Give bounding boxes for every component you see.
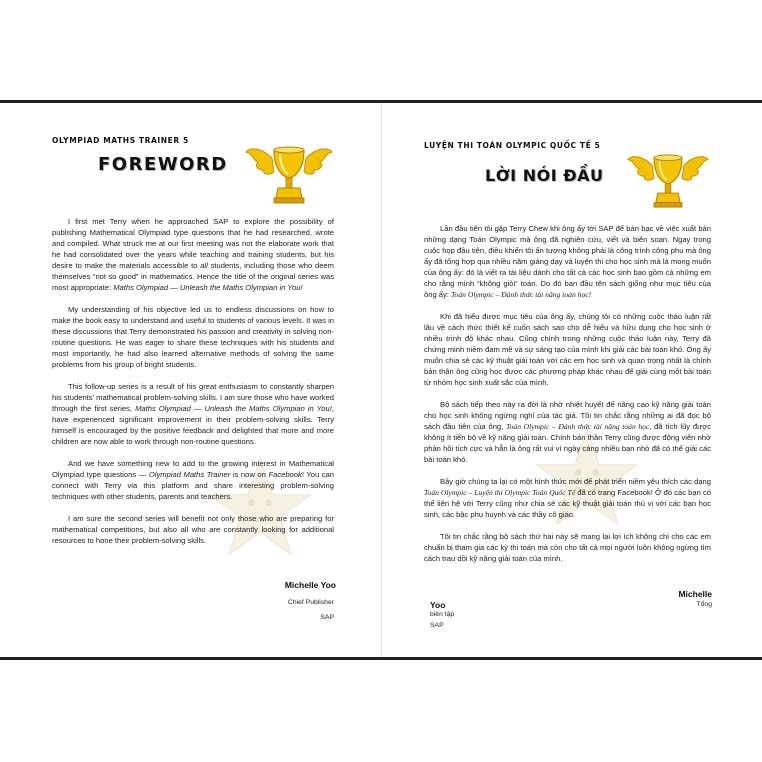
- editor-role: biên tập: [430, 611, 455, 618]
- paragraph: [424, 223, 711, 300]
- signer-name: Michelle Yoo: [284, 580, 336, 590]
- left-page: [0, 103, 381, 657]
- text-run: Bây giờ chúng ta lại có một hình thức mới để phát triển niềm yêu thích các dạng: [440, 477, 711, 486]
- signer-org: SAP: [320, 614, 334, 621]
- winged-trophy-icon: [626, 148, 710, 214]
- text-run: is now on: [230, 470, 269, 479]
- paragraph: [52, 381, 334, 447]
- series-header: OLYMPIAD MATHS TRAINER 5: [52, 136, 189, 145]
- text-run: My understanding of his objective led us to endless discussions on how to make the book easy to understand and useful to students of various levels. It was in these discussions that Terry demonstrated his passion and creativity in solving non-routine questions. He was eager to share these techniques with his students and most importantly, he had also learned alternative methods of solving the same problems from his group of bright students.: [52, 305, 334, 369]
- text-run: ! You can connect with Terry via this platform and share interesting problem-solving techniques with other students, parents and teachers.: [52, 470, 335, 501]
- paragraph: [52, 216, 334, 293]
- italic-run: Maths Olympiad — Unleash the Maths Olympian in You!: [135, 404, 332, 413]
- text-run: Bộ sách tiếp theo này ra đời là nhờ nhiệt huyết để nâng cao kỹ năng giải toán cho học sinh không ngừng nghỉ của tác giả. Tôi tin chắc rằng những ai đã đọc bộ sách đầu tiên của ông,: [424, 400, 711, 431]
- paragraph: [424, 476, 711, 520]
- page-title: FOREWORD: [98, 154, 228, 175]
- text-run: And we have something new to add to the growing interest in Mathematical Olympiad type questions —: [52, 459, 334, 479]
- italic-run: all: [200, 261, 208, 270]
- paragraph: [52, 458, 334, 502]
- italic-run: Olympiad Maths Trainer: [148, 470, 231, 479]
- editor-org: SAP: [430, 622, 444, 629]
- paragraph: [424, 531, 711, 564]
- right-page: [382, 103, 762, 657]
- italic-run: Maths Olympiad — Unleash the Maths Olympian in You!: [113, 283, 303, 292]
- signer-name: Michelle: [678, 589, 712, 599]
- text-run: Tôi tin chắc rằng bộ sách thứ hai này sẽ mang lại lợi ích không chỉ cho các em chuẩn bị tham gia các kỳ thi toán mà còn cho tất cả mọi người luôn không ngừng tìm cách trau dồi kỹ năng giải toán của mình.: [424, 532, 711, 563]
- paragraph: [52, 513, 334, 546]
- italic-run: Toán Olympic – Luyện thi Olympic Toán Quốc Tế: [424, 488, 576, 497]
- paragraph: [52, 304, 334, 370]
- text-run: đã tích lũy được không ít tiến bộ về kỹ năng giải toán. Chính bản thân Terry cũng được động viên nhờ phản hồi tích cực và hẳn là ông rất vui vì ngày càng nhiều bạn nhỏ đã có thể giải các bài toán khó.: [424, 422, 711, 464]
- text-run: I first met Terry when he approached SAP to explore the possibility of publishing Mathematical Olympiad type questions that he had researched, wrote and compiled. What struck me at our first meeting was not the elaborate work that he had consolidated over the years while teaching and training students, but his desire to make the materials accessible to: [52, 217, 334, 270]
- italic-run: Toán Olympic – Đánh thức tài năng toán học!: [451, 290, 592, 299]
- paragraph: [424, 399, 711, 465]
- foreword-body: [52, 216, 334, 557]
- text-run: This follow-up series is a result of his great enthusiasm to constantly sharpen his students’ mathematical problem-solving skills. I am sure those who have worked through the first series,: [52, 382, 334, 413]
- text-run: Lần đầu tiên tôi gặp Terry Chew khi ông ấy tới SAP để bàn bạc về việc xuất bản những dạng Toán Olympic mà ông đã nghiên cứu, viết và biên soạn. Ngay trong cuộc họp đầu tiên, điều khiến tôi ấn tượng không phải là công trình công phu mà ông ấy đã tổng hợp qua nhiều năm giảng dạy và luyện thi cho học sinh mà là mong muốn của ông ấy: đó là viết ra tài liệu dành cho tất cả các học sinh bao gồm cả những em cho rằng mình “không giỏi” toán. Do đó ban đầu tên sách giống như mục tiêu của ông ấy:: [424, 224, 711, 299]
- text-run: I am sure the second series will benefit not only those who are preparing for mathematical competitions, but also all who are constantly looking for additional resources to hone their problem-solving skills.: [52, 514, 334, 545]
- series-header: LUYỆN THI TOÁN OLYMPIC QUỐC TẾ 5: [424, 141, 601, 150]
- winged-trophy-icon: [244, 140, 334, 210]
- text-run: Khi đã hiểu được mục tiêu của ông ấy, chúng tôi có những cuộc thảo luận rất lâu về cách thức thiết kế cuốn sách sao cho dễ hiểu và hữu dụng cho học sinh ở nhiều trình độ khác nhau. Cũng chính trong những cuộc thảo luận này, Terry đã chứng minh niềm đam mê và sự sáng tạo của mình khi giải các bài toán khó. Ông ấy muốn chia sẻ các kỹ thuật giải toán với các em học sinh và quan trọng nhất là chính bản thân ông cũng học được các phương pháp khác nhau để giải cùng một bài toán từ nhóm học sinh xuất sắc của mình.: [424, 312, 711, 387]
- book-spread: [0, 100, 762, 660]
- page-title: LỜI NÓI ĐẦU: [485, 166, 604, 185]
- paragraph: [424, 311, 711, 388]
- text-run: đã có trang Facebook! Ở đó các bạn có thể liên hệ với Terry cũng như chia sẻ các kỹ thuật giải toán thú vị với các bạn học sinh, các bậc phụ huynh và các thầy cô giáo.: [424, 488, 712, 519]
- foreword-body: [424, 223, 711, 575]
- signer-role: Tổng: [696, 601, 712, 608]
- italic-run: Toán Olympic – Đánh thức tài năng toán học,: [506, 422, 652, 431]
- text-run: , have experienced significant improvement in their problem-solving skills. Terry himself is encouraged by the positive feedback and delighted that more and more children are now able to work through non-routine questions.: [52, 404, 334, 446]
- italic-run: Facebook: [268, 470, 302, 479]
- text-run: students, including those who deem themselves “not so good” in mathematics. Hence the title of the original series was most appropriate:: [52, 261, 334, 292]
- editor-name: Yoo: [430, 600, 446, 610]
- signer-role: Chief Publisher: [287, 599, 334, 606]
